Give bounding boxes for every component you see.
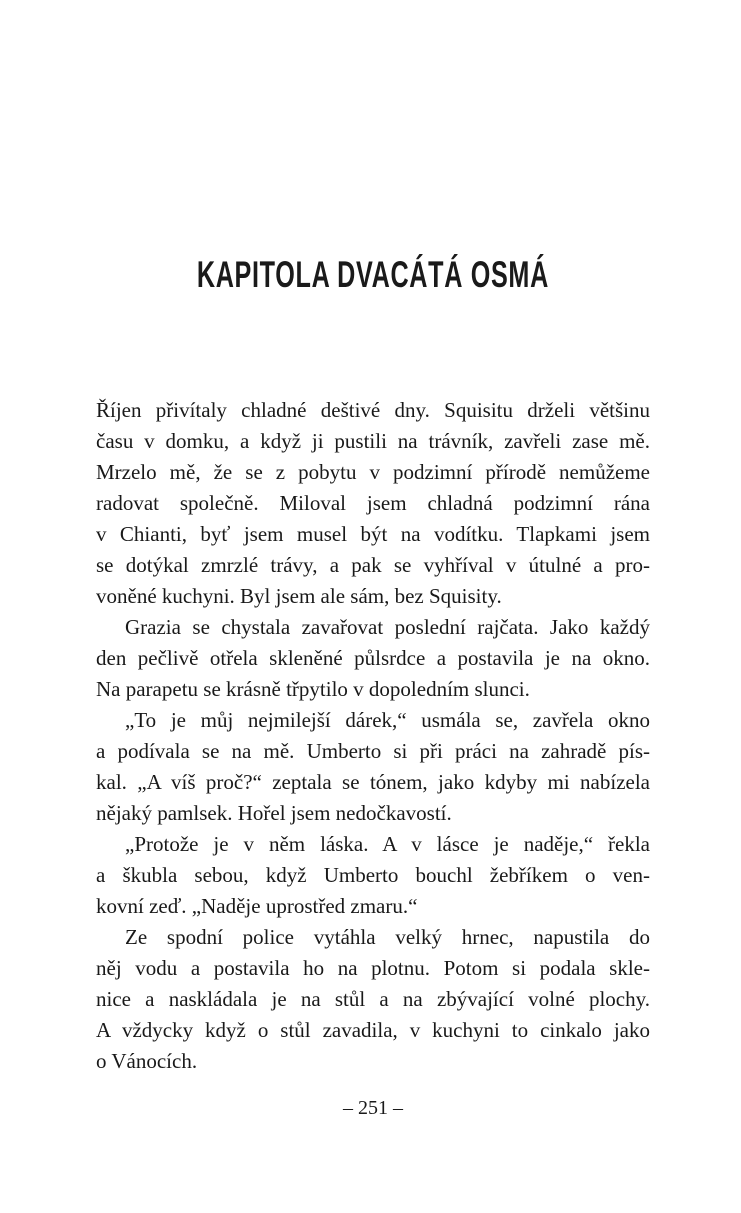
text-line: kovní zeď. „Naděje uprostřed zmaru.“ <box>96 894 418 918</box>
text-line: nice a naskládala je na stůl a na zbývající volné plochy. <box>96 987 650 1011</box>
text-line: voněné kuchyni. Byl jsem ale sám, bez Squisity. <box>96 584 502 608</box>
text-line: kal. „A víš proč?“ zeptala se tónem, jako kdyby mi nabízela <box>96 770 650 794</box>
paragraph <box>96 829 650 922</box>
text-line: času v domku, a když ji pustili na trávník, zavřeli zase mě. <box>96 429 650 453</box>
text-line: „To je můj nejmilejší dárek,“ usmála se, zavřela okno <box>125 708 650 732</box>
text-line: A vždycky když o stůl zavadila, v kuchyni to cinkalo jako <box>96 1018 650 1042</box>
text-line: a podívala se na mě. Umberto si při práci na zahradě pís- <box>96 739 650 763</box>
text-line: „Protože je v něm láska. A v lásce je naděje,“ řekla <box>125 832 650 856</box>
text-line: Ze spodní police vytáhla velký hrnec, napustila do <box>125 925 650 949</box>
text-line: Říjen přivítaly chladné deštivé dny. Squisitu drželi většinu <box>96 398 650 422</box>
paragraph <box>96 922 650 1077</box>
text-line: den pečlivě otřela skleněné půlsrdce a postavila je na okno. <box>96 646 650 670</box>
chapter-title: KAPITOLA DVACÁTÁ OSMÁ <box>196 254 550 295</box>
paragraph <box>96 612 650 705</box>
text-line: něj vodu a postavila ho na plotnu. Potom si podala skle- <box>96 956 650 980</box>
paragraph <box>96 395 650 612</box>
text-line: Na parapetu se krásně třpytilo v dopoledním slunci. <box>96 677 530 701</box>
page-number: – 251 – <box>343 1097 403 1119</box>
text-line: Mrzelo mě, že se z pobytu v podzimní přírodě nemůžeme <box>96 460 650 484</box>
text-line: radovat společně. Miloval jsem chladná podzimní rána <box>96 491 650 515</box>
text-line: v Chianti, byť jsem musel být na vodítku. Tlapkami jsem <box>96 522 650 546</box>
text-line: se dotýkal zmrzlé trávy, a pak se vyhříval v útulné a pro- <box>96 553 650 577</box>
text-line: a škubla sebou, když Umberto bouchl žebříkem o ven- <box>96 863 650 887</box>
paragraph <box>96 705 650 829</box>
text-line: o Vánocích. <box>96 1049 198 1073</box>
text-line: Grazia se chystala zavařovat poslední rajčata. Jako každý <box>125 615 650 639</box>
text-line: nějaký pamlsek. Hořel jsem nedočkavostí. <box>96 801 452 825</box>
chapter-title-row <box>96 250 650 300</box>
body-text <box>96 395 650 1077</box>
